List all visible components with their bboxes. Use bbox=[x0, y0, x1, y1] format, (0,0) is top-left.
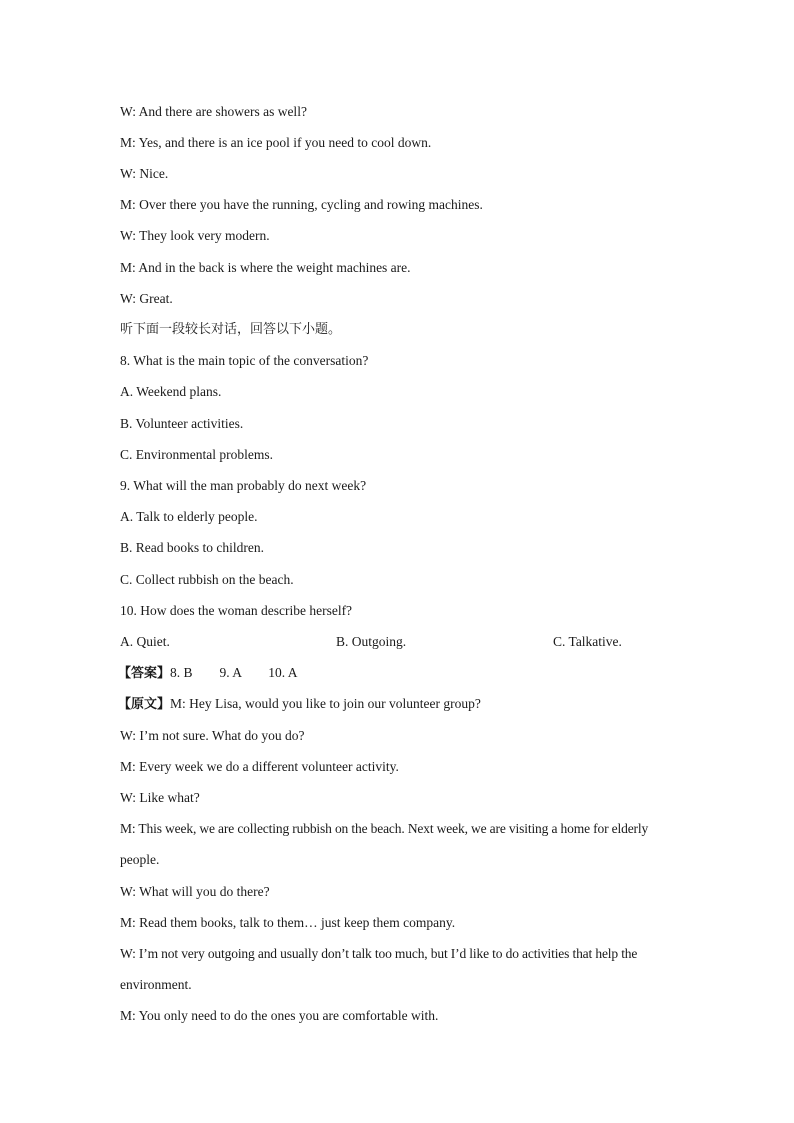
answer-line bbox=[118, 664, 298, 683]
transcript-line: W: What will you do there? bbox=[120, 884, 270, 899]
question-option: C. Collect rubbish on the beach. bbox=[120, 572, 294, 587]
transcript-line: environment. bbox=[120, 977, 192, 992]
question-option: A. Quiet. bbox=[120, 634, 170, 649]
dialogue-line: M: Over there you have the running, cycling and rowing machines. bbox=[120, 197, 483, 212]
dialogue-line: W: Nice. bbox=[120, 166, 169, 181]
transcript-text: M: Hey Lisa, would you like to join our volunteer group? bbox=[170, 696, 481, 711]
transcript-line: M: This week, we are collecting rubbish on the beach. Next week, we are visiting a home for elderly bbox=[120, 821, 649, 836]
transcript-line: M: You only need to do the ones you are comfortable with. bbox=[120, 1008, 439, 1023]
transcript-first-line bbox=[118, 695, 481, 714]
question-option: A. Talk to elderly people. bbox=[120, 509, 258, 524]
transcript-label: 【原文】 bbox=[118, 697, 171, 712]
question-option: C. Environmental problems. bbox=[120, 447, 273, 462]
answer-text: 8. B 9. A 10. A bbox=[170, 665, 298, 680]
transcript-line: people. bbox=[120, 852, 160, 867]
dialogue-line: M: And in the back is where the weight machines are. bbox=[120, 260, 411, 275]
answer-label: 【答案】 bbox=[118, 666, 171, 681]
question-stem: 8. What is the main topic of the conversation? bbox=[120, 353, 369, 368]
dialogue-line: W: They look very modern. bbox=[120, 228, 270, 243]
question-option: B. Volunteer activities. bbox=[120, 416, 244, 431]
section-instruction: 听下面一段较长对话，回答以下小题。 bbox=[120, 322, 342, 337]
question-option: B. Outgoing. bbox=[336, 634, 407, 649]
dialogue-line: W: Great. bbox=[120, 291, 173, 306]
transcript-line: W: Like what? bbox=[120, 790, 200, 805]
transcript-line: M: Read them books, talk to them… just keep them company. bbox=[120, 915, 456, 930]
question-option: B. Read books to children. bbox=[120, 540, 264, 555]
dialogue-line: M: Yes, and there is an ice pool if you need to cool down. bbox=[120, 135, 432, 150]
question-stem: 10. How does the woman describe herself? bbox=[120, 603, 353, 618]
transcript-line: W: I’m not sure. What do you do? bbox=[120, 728, 305, 743]
question-stem: 9. What will the man probably do next week? bbox=[120, 478, 367, 493]
transcript-line: W: I’m not very outgoing and usually don’t talk too much, but I’d like to do activities that help the bbox=[120, 946, 638, 961]
dialogue-line: W: And there are showers as well? bbox=[120, 104, 307, 119]
question-option: C. Talkative. bbox=[553, 634, 622, 649]
question-option: A. Weekend plans. bbox=[120, 384, 222, 399]
transcript-line: M: Every week we do a different volunteer activity. bbox=[120, 759, 399, 774]
